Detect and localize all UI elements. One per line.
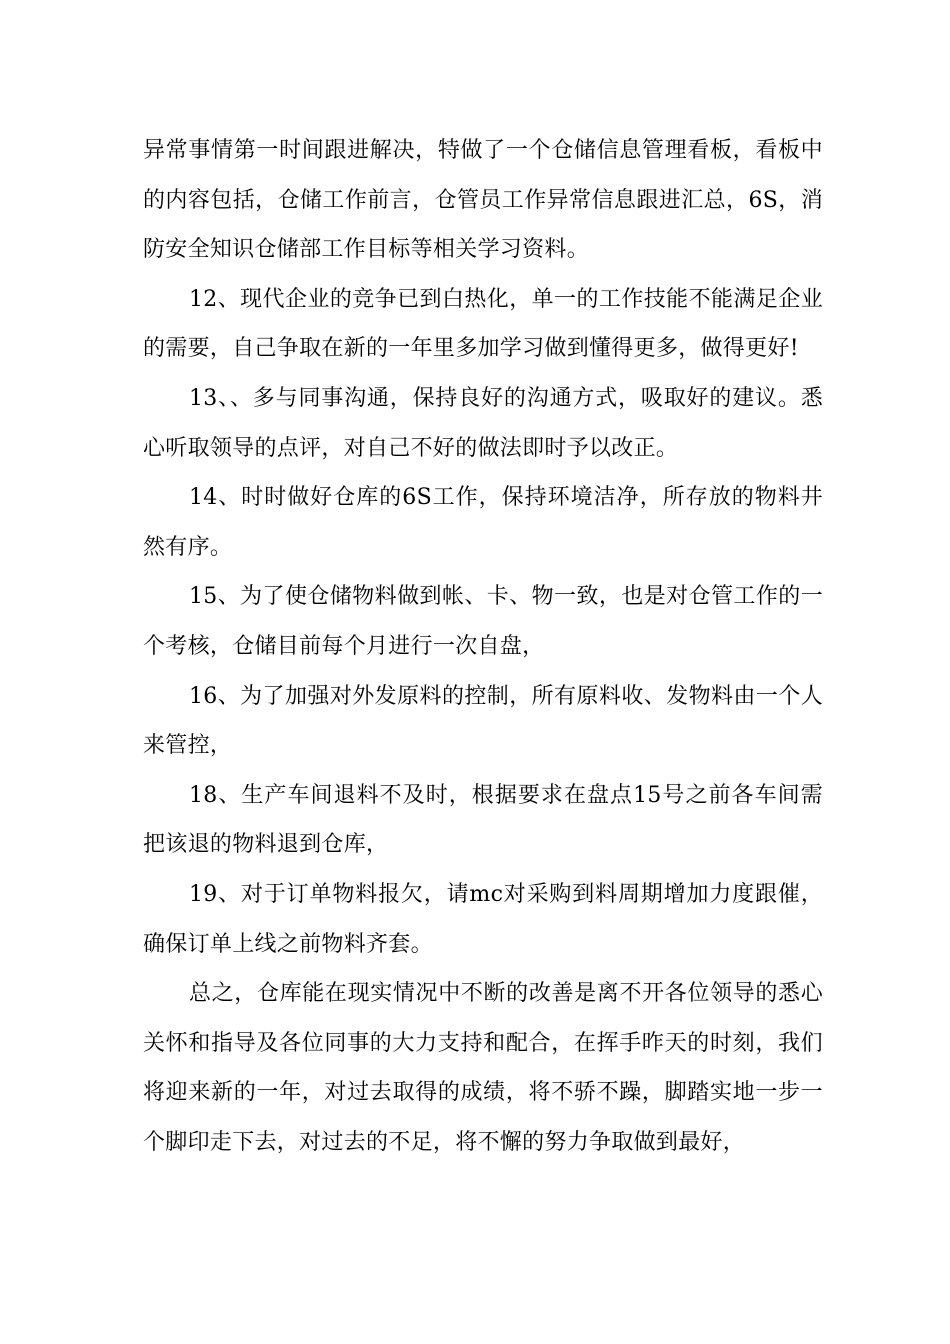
paragraph-item-14: 14、时时做好仓库的6S工作，保持环境洁净，所存放的物料井然有序。 (143, 485, 823, 560)
paragraph-summary: 总之，仓库能在现实情况中不断的改善是离不开各位领导的悉心关怀和指导及各位同事的大力支持和配合，在挥手昨天的时刻，我们将迎来新的一年，对过去取得的成绩，将不骄不躁，脚踏实地一步一个脚印走下去，对过去的不足，将不懈的努力争取做到最好， (143, 981, 823, 1155)
paragraph-continuation: 异常事情第一时间跟进解决，特做了一个仓储信息管理看板，看板中的内容包括，仓储工作前言，仓管员工作异常信息跟进汇总，6S，消防安全知识仓储部工作目标等相关学习资料。 (143, 138, 823, 263)
document-body (143, 126, 823, 1167)
paragraph-item-16: 16、为了加强对外发原料的控制，所有原料收、发物料由一个人来管控， (143, 683, 823, 759)
paragraph-item-18: 18、生产车间退料不及时，根据要求在盘点15号之前各车间需把该退的物料退到仓库， (143, 782, 823, 858)
paragraph-item-12: 12、现代企业的竞争已到白热化，单一的工作技能不能满足企业的需要，自己争取在新的一年里多加学习做到懂得更多，做得更好! (143, 286, 823, 362)
paragraph-item-15: 15、为了使仓储物料做到帐、卡、物一致，也是对仓管工作的一个考核，仓储目前每个月进行一次自盘， (143, 584, 823, 659)
paragraph-item-13: 13、、多与同事沟通，保持良好的沟通方式，吸取好的建议。悉心听取领导的点评，对自己不好的做法即时予以改正。 (143, 385, 823, 461)
paragraph-item-19: 19、对于订单物料报欠，请mc对采购到料周期增加力度跟催，确保订单上线之前物料齐套。 (143, 881, 823, 957)
